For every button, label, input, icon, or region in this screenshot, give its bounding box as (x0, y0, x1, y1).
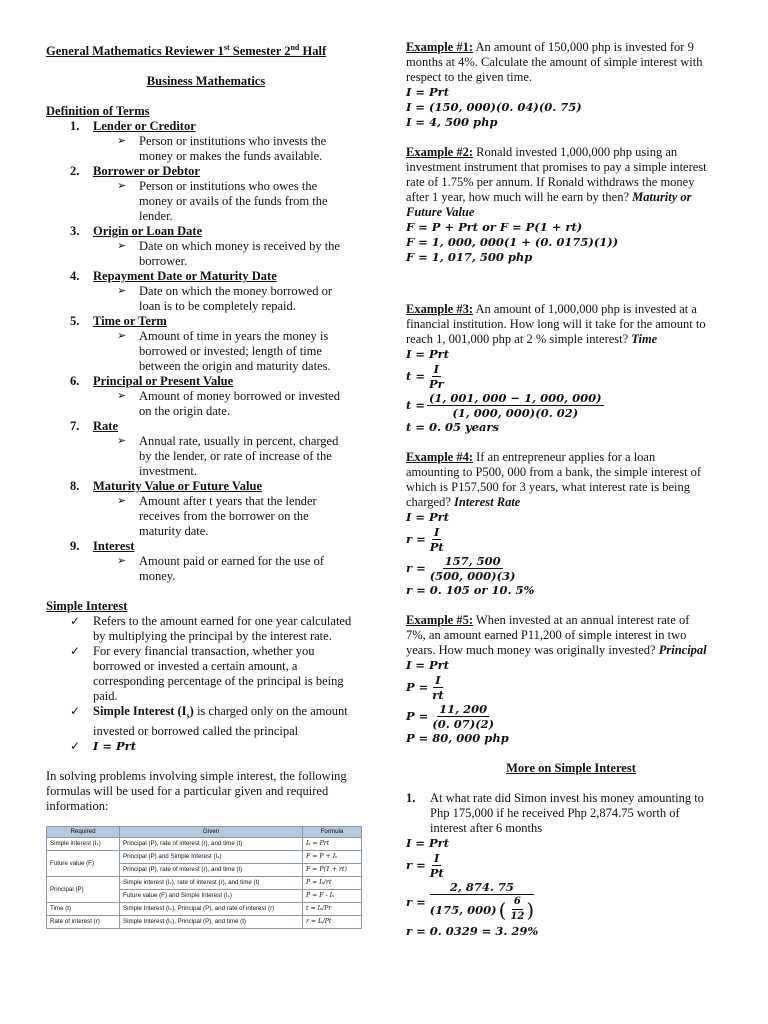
equation: r = $\frac{I}{Pt}$ (406, 525, 444, 554)
example-1: Example #1: An amount of 150,000 php is invested for 9 months at 4%. Calculate the amount of simple interest with respect to the given time. I = Prt I = (150, 000)(0. 04)(0. 75) I = 4, 500 php (406, 40, 736, 130)
simple-interest-points (46, 614, 366, 704)
example-label: Example #5: (406, 613, 474, 627)
term-item (46, 374, 366, 389)
checkmark-icon: ✓ (70, 644, 81, 659)
example-5: Example #5: When invested at an annual interest rate of 7%, an amount earned P11,200 of simple interest in two years. How much money was originally invested? Principal I = Prt P = $\frac{I}{rt}$ P = $\frac{11, 200}{(0. 07)(2)}$ P = 80, 000 php (406, 613, 736, 746)
equation: I = Prt (406, 85, 450, 99)
term-title: Borrower or Debtor (93, 164, 200, 179)
arrow-bullet-icon: ➢ (117, 240, 127, 253)
term-title: Origin or Loan Date (93, 224, 203, 239)
arrow-bullet-icon: ➢ (117, 285, 127, 298)
equation: P = $\frac{11, 200}{(0. 07)(2)}$ (406, 702, 495, 731)
problem-1: 1. At what rate did Simon invest his money amounting to Php 175,000 if he received Php 2,874.75 worth of interest after 6 months (406, 791, 704, 835)
table-row: Principal (P), rate of interest (r), and time (t) F = P(1 + rt) (47, 864, 362, 877)
arrow-bullet-icon: ➢ (117, 180, 127, 193)
checkmark-icon: ✓ (70, 738, 81, 753)
header-required: Required (47, 827, 120, 838)
si-point: ✓ Refers to the amount earned for one year calculated by multiplying the principal by the interest rate. (70, 614, 352, 644)
term-item (46, 269, 366, 284)
table-row: Future value (F) Principal (P) and Simple Interest (Iₛ) F = P + Iₛ (47, 851, 362, 864)
equation: P = $\frac{I}{rt}$ (406, 673, 444, 702)
term-item (46, 119, 366, 134)
arrow-bullet-icon: ➢ (117, 495, 127, 508)
equation: r = 0. 105 or 10. 5% (406, 583, 535, 597)
term-item (46, 539, 366, 554)
example-3: Example #3: An amount of 1,000,000 php is invested at a financial institution. How long will it take for the amount to reach 1, 001,000 php at 2 % simple interest? Time I = Prt t = $\frac{I}{Pr}$ t = $\frac{(1, 001, 000 - 1, 000, 000)}{(1, 000, 000)(0. 02)}$ t = 0. 05 years (406, 302, 736, 435)
term-description: ➢ Date on which the money borrowed or loan is to be completely repaid. (117, 284, 332, 314)
table-row: Time (t) Simple Interest (Iₛ), Principal (P), and rate of interest (r) t = Iₛ/Pr (47, 903, 362, 916)
term-number: 2. (70, 164, 80, 179)
equation: r = $\frac{157, 500}{(500, 000)(3)}$ (406, 554, 516, 583)
equation: F = 1, 017, 500 php (406, 250, 533, 264)
equation: I = Prt (406, 658, 450, 672)
term-description: ➢ Amount paid or earned for the use of money. (117, 554, 325, 584)
equation: F = P + Prt or F = P(1 + rt) (406, 220, 583, 234)
header-given: Given (120, 827, 303, 838)
left-column (46, 40, 366, 814)
arrow-bullet-icon: ➢ (117, 390, 127, 403)
si-point-4: ✓ I = Prt (70, 738, 137, 753)
example-label: Example #2: (406, 145, 474, 159)
checkmark-icon: ✓ (70, 614, 81, 629)
term-item (46, 224, 366, 239)
more-simple-interest-heading: More on Simple Interest (506, 761, 636, 775)
equation: I = (150, 000)(0. 04)(0. 75) (406, 100, 582, 114)
term-title: Principal or Present Value (93, 374, 234, 389)
si-point: ✓ For every financial transaction, whether you borrowed or invested a certain amount, a corresponding percentage of the principal is being paid. (70, 644, 344, 704)
term-number: 1. (70, 119, 80, 134)
equation: I = 4, 500 php (406, 115, 498, 129)
terms-list (46, 119, 366, 584)
arrow-bullet-icon: ➢ (117, 330, 127, 343)
term-title: Maturity Value or Future Value (93, 479, 262, 494)
table-row: Principal (P) Simple interest (Iₛ), rate of interest (r), and time (t) P = Iₛ/rt (47, 877, 362, 890)
equation: t = 0. 05 years (406, 420, 499, 434)
term-description: ➢ Date on which money is received by the borrower. (117, 239, 340, 269)
term-title: Repayment Date or Maturity Date (93, 269, 277, 284)
document-title: General Mathematics Reviewer 1st Semester 2nd Half (46, 43, 327, 59)
arrow-bullet-icon: ➢ (117, 435, 127, 448)
example-2: Example #2: Ronald invested 1,000,000 php using an investment instrument that promises to pay a simple interest rate of 1.75% per annum. If Ronald withdraws the money after 1 year, how much will he earn by then? Maturity or Future Value F = P + Prt or F = P(1 + rt) F = 1, 000, 000(1 + (0. 0175)(1)) F = 1, 017, 500 php (406, 145, 736, 265)
term-item (46, 164, 366, 179)
simple-interest-heading: Simple Interest (46, 599, 128, 614)
term-item (46, 314, 366, 329)
term-number: 7. (70, 419, 80, 434)
formula-table-header (47, 827, 362, 838)
equation: r = 2, 874. 75 (175, 000) ( $\frac{6}{12}$ ) (406, 880, 535, 922)
table-row: Simple interest (Iₛ) Principal (P), rate of interest (r), and time (t) Iₛ = Prt (47, 838, 362, 851)
definitions-heading: Definition of Terms (46, 104, 150, 119)
term-number: 6. (70, 374, 80, 389)
right-column (406, 40, 736, 939)
term-description: ➢ Amount after t years that the lender receives from the borrower on the maturity date. (117, 494, 317, 539)
term-number: 5. (70, 314, 80, 329)
arrow-bullet-icon: ➢ (117, 135, 127, 148)
term-title: Lender or Creditor (93, 119, 196, 134)
formula-table (46, 826, 362, 929)
term-description: ➢ Person or institutions who owes the money or avails of the funds from the lender. (117, 179, 328, 224)
equation: I = Prt (406, 347, 450, 361)
term-number: 3. (70, 224, 80, 239)
si-point-3: ✓ Simple Interest $(I_s)$ is charged only on the amount invested or borrowed called the principal (70, 704, 348, 738)
term-item (46, 419, 366, 434)
equation: I = Prt (406, 836, 450, 850)
term-number: 4. (70, 269, 80, 284)
term-title: Rate (93, 419, 118, 434)
equation: t = $\frac{(1, 001, 000 - 1, 000, 000)}{(1, 000, 000)(0. 02)}$ (406, 391, 602, 420)
term-item (46, 479, 366, 494)
term-description: ➢ Amount of time in years the money is borrowed or invested; length of time between the origin and maturity dates. (117, 329, 331, 374)
header-formula: Formula (303, 827, 362, 838)
section-title: Business Mathematics (146, 74, 266, 89)
example-label: Example #1: (406, 40, 474, 54)
term-title: Interest (93, 539, 135, 554)
equation: P = 80, 000 php (406, 731, 509, 745)
arrow-bullet-icon: ➢ (117, 555, 127, 568)
term-description: ➢ Annual rate, usually in percent, charged by the lender, or rate of increase of the investment. (117, 434, 339, 479)
checkmark-icon: ✓ (70, 704, 81, 719)
table-row: Rate of interest (r) Simple Interest (Iₛ), Principal (P), and time (t) r = Iₛ/Pt (47, 916, 362, 929)
example-label: Example #4: (406, 450, 474, 464)
example-4: Example #4: If an entrepreneur applies for a loan amounting to P500, 000 from a bank, the simple interest of which is P157,500 for 3 years, what interest rate is being charged? Interest Rate I = Prt r = $\frac{I}{Pt}$ r = $\frac{157, 500}{(500, 000)(3)}$ r = 0. 105 or 10. 5% (406, 450, 736, 598)
equation: r = 0. 0329 = 3. 29% (406, 924, 539, 938)
table-row: Future value (F) and Simple Interest (Iₛ) P = F - Iₛ (47, 890, 362, 903)
equation: I = Prt (406, 510, 450, 524)
term-title: Time or Term (93, 314, 167, 329)
term-number: 8. (70, 479, 80, 494)
term-number: 9. (70, 539, 80, 554)
equation: r = $\frac{I}{Pt}$ (406, 851, 444, 880)
equation: F = 1, 000, 000(1 + (0. 0175)(1)) (406, 235, 619, 249)
solving-text: In solving problems involving simple interest, the following formulas will be used for a particular given and required information: (46, 768, 347, 813)
term-description: ➢ Person or institutions who invests the money or makes the funds available. (117, 134, 327, 164)
example-label: Example #3: (406, 302, 474, 316)
equation: t = $\frac{I}{Pr}$ (406, 362, 444, 391)
term-description: ➢ Amount of money borrowed or invested on the origin date. (117, 389, 341, 419)
